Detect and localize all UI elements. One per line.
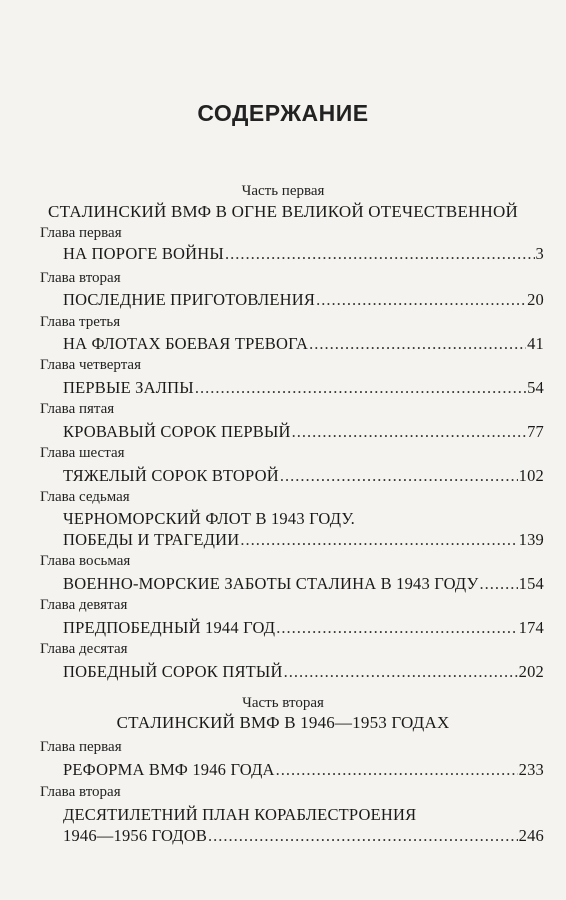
chapter-title: КРОВАВЫЙ СОРОК ПЕРВЫЙ bbox=[63, 422, 291, 441]
chapter-title-line: ЧЕРНОМОРСКИЙ ФЛОТ В 1943 ГОДУ. bbox=[63, 509, 355, 528]
toc-entry[interactable] bbox=[63, 662, 544, 682]
page-number: 20 bbox=[527, 290, 544, 309]
toc-entry[interactable] bbox=[63, 618, 544, 638]
dot-leader bbox=[280, 466, 518, 486]
page-number: 41 bbox=[527, 334, 544, 353]
page-number: 233 bbox=[518, 760, 544, 779]
dot-leader bbox=[309, 334, 526, 354]
dot-leader bbox=[292, 422, 526, 442]
chapter-label: Глава шестая bbox=[40, 445, 125, 461]
page-number: 246 bbox=[518, 826, 544, 845]
part-label: Часть первая bbox=[241, 183, 325, 199]
page-number: 3 bbox=[535, 244, 544, 263]
part-label: Часть вторая bbox=[242, 695, 324, 711]
page-number: 202 bbox=[518, 662, 544, 681]
page-number: 102 bbox=[518, 466, 544, 485]
dot-leader bbox=[284, 662, 518, 682]
toc-entry[interactable] bbox=[63, 760, 544, 780]
chapter-label: Глава вторая bbox=[40, 784, 121, 800]
toc-entry[interactable] bbox=[63, 290, 544, 310]
chapter-title: 1946—1956 ГОДОВ bbox=[63, 826, 208, 845]
chapter-label: Глава четвертая bbox=[40, 357, 141, 373]
chapter-title: ПОСЛЕДНИЕ ПРИГОТОВЛЕНИЯ bbox=[63, 290, 316, 309]
chapter-label: Глава десятая bbox=[40, 641, 128, 657]
toc-entry[interactable] bbox=[63, 244, 544, 264]
part-title: СТАЛИНСКИЙ ВМФ В 1946—1953 ГОДАХ bbox=[116, 713, 450, 732]
dot-leader bbox=[225, 244, 535, 264]
toc-entry[interactable] bbox=[63, 466, 544, 486]
page-number: 54 bbox=[527, 378, 544, 397]
dot-leader bbox=[479, 574, 517, 594]
chapter-title: РЕФОРМА ВМФ 1946 ГОДА bbox=[63, 760, 275, 779]
chapter-title: ПРЕДПОБЕДНЫЙ 1944 ГОД bbox=[63, 618, 276, 637]
chapter-title: ВОЕННО-МОРСКИЕ ЗАБОТЫ СТАЛИНА В 1943 ГОДУ bbox=[63, 574, 479, 593]
dot-leader bbox=[276, 760, 518, 780]
chapter-label: Глава пятая bbox=[40, 401, 115, 417]
toc-entry[interactable] bbox=[63, 826, 544, 846]
toc-entry[interactable] bbox=[63, 334, 544, 354]
chapter-label: Глава девятая bbox=[40, 597, 128, 613]
page-number: 77 bbox=[527, 422, 544, 441]
chapter-title: ПОБЕДЫ И ТРАГЕДИИ bbox=[63, 530, 240, 549]
chapter-title: НА ФЛОТАХ БОЕВАЯ ТРЕВОГА bbox=[63, 334, 309, 353]
page-title: СОДЕРЖАНИЕ bbox=[197, 100, 369, 126]
chapter-title: ПЕРВЫЕ ЗАЛПЫ bbox=[63, 378, 194, 397]
dot-leader bbox=[208, 826, 518, 846]
dot-leader bbox=[195, 378, 526, 398]
toc-entry[interactable] bbox=[63, 574, 544, 594]
page-number: 139 bbox=[518, 530, 544, 549]
dot-leader bbox=[316, 290, 526, 310]
page-number: 154 bbox=[518, 574, 544, 593]
toc-entry[interactable] bbox=[63, 378, 544, 398]
page-number: 174 bbox=[518, 618, 544, 637]
dot-leader bbox=[276, 618, 517, 638]
part-title: СТАЛИНСКИЙ ВМФ В ОГНЕ ВЕЛИКОЙ ОТЕЧЕСТВЕННОЙ bbox=[48, 202, 518, 221]
chapter-title: ПОБЕДНЫЙ СОРОК ПЯТЫЙ bbox=[63, 662, 283, 681]
dot-leader bbox=[240, 530, 517, 550]
chapter-label: Глава первая bbox=[40, 739, 122, 755]
chapter-title-line: ДЕСЯТИЛЕТНИЙ ПЛАН КОРАБЛЕСТРОЕНИЯ bbox=[63, 805, 417, 824]
chapter-label: Глава вторая bbox=[40, 270, 121, 286]
toc-entry[interactable] bbox=[63, 530, 544, 550]
chapter-title: ТЯЖЕЛЫЙ СОРОК ВТОРОЙ bbox=[63, 466, 279, 485]
chapter-label: Глава третья bbox=[40, 314, 121, 330]
chapter-label: Глава восьмая bbox=[40, 553, 131, 569]
chapter-label: Глава седьмая bbox=[40, 489, 130, 505]
chapter-title: НА ПОРОГЕ ВОЙНЫ bbox=[63, 244, 224, 263]
chapter-label: Глава первая bbox=[40, 225, 122, 241]
toc-entry[interactable] bbox=[63, 422, 544, 442]
